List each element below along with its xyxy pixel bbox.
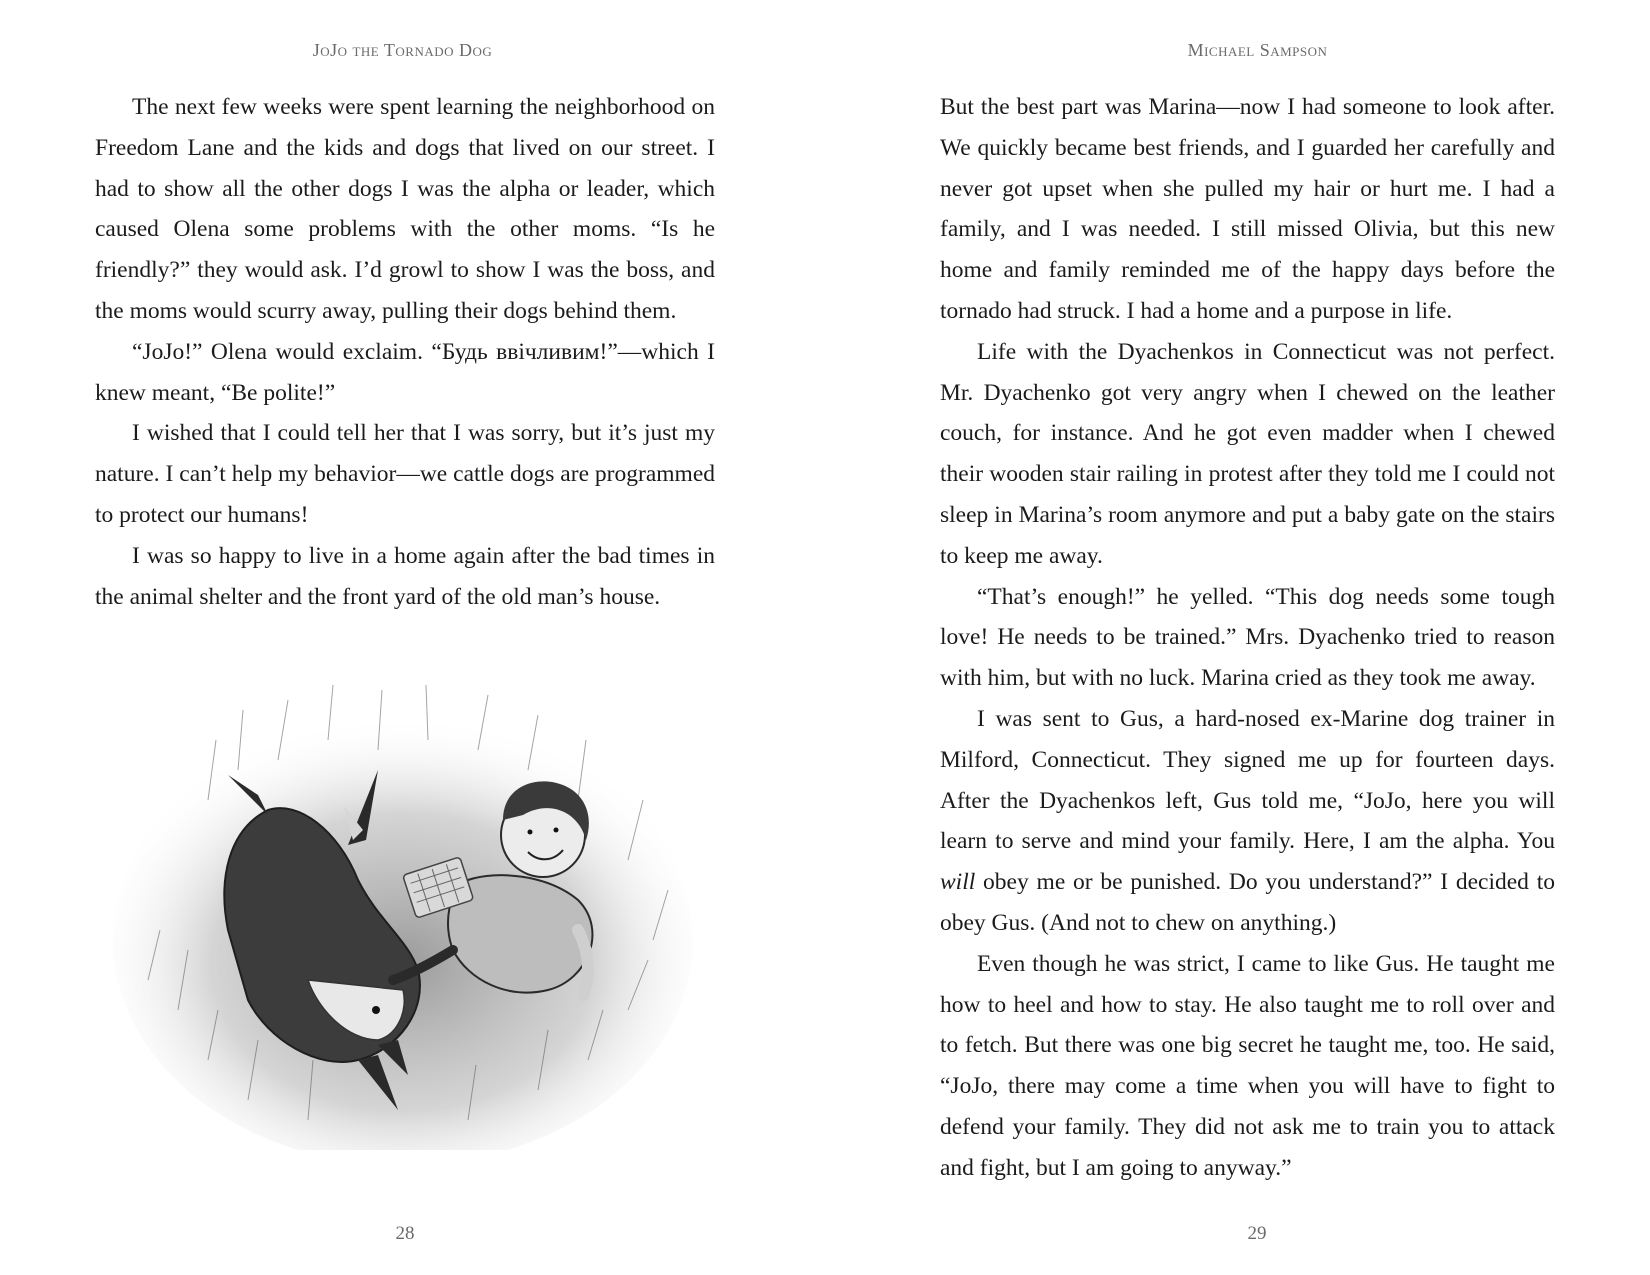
- right-page: [825, 0, 1650, 1275]
- illustration-girl-and-dog-in-grass: [108, 680, 698, 1150]
- page-number: 29: [1247, 1223, 1267, 1244]
- paragraph: [940, 699, 1555, 944]
- paragraph: Life with the Dyachenkos in Connecticut was not perfect. Mr. Dyachenko got very angry when I chewed on the leather couch, for instance. And he got even madder when I chewed their wooden stair railing in protest after they told me I could not sleep in Marina’s room anymore and put a baby gate on the stairs to keep me away.: [940, 338, 1555, 569]
- emphasized-word: will: [940, 869, 976, 896]
- right-body-text: [940, 87, 1555, 1189]
- grass-field: [113, 715, 693, 1150]
- paragraph: I wished that I could tell her that I was sorry, but it’s just my nature. I can’t help my behavior—we cattle dogs are programmed to protect our humans!: [95, 420, 715, 528]
- running-head-book-title: JoJo the Tornado Dog: [312, 40, 493, 60]
- paragraph: “That’s enough!” he yelled. “This dog needs some tough love! He needs to be trained.” Mrs. Dyachenko tried to reason with him, but with no luck. Marina cried as they took me away.: [940, 583, 1555, 692]
- text-run: obey me or be punished. Do you understand?” I decided to obey Gus. (And not to chew on anything.): [940, 869, 1555, 936]
- text-run: I was sent to Gus, a hard-nosed ex-Marine dog trainer in Milford, Connecticut. They signed me up for fourteen days. After the Dyachenkos left, Gus told me, “JoJo, here you will learn to serve and mind your family. Here, I am the alpha. You: [940, 705, 1555, 855]
- paragraph: “JoJo!” Olena would exclaim. “Будь ввічливим!”—which I knew meant, “Be polite!”: [95, 338, 715, 406]
- left-page: [0, 0, 800, 1275]
- page-number: 28: [395, 1223, 415, 1244]
- running-head-author: Michael Sampson: [1187, 40, 1328, 60]
- paragraph: The next few weeks were spent learning the neighborhood on Freedom Lane and the kids and dogs that lived on our street. I had to show all the other dogs I was the alpha or leader, which caused Olena some problems with the other moms. “Is he friendly?” they would ask. I’d growl to show I was the boss, and the moms would scurry away, pulling their dogs behind them.: [95, 94, 715, 324]
- left-body-text: [95, 87, 715, 617]
- paragraph: I was so happy to live in a home again after the bad times in the animal shelter and the front yard of the old man’s house.: [95, 542, 715, 610]
- paragraph: But the best part was Marina—now I had someone to look after. We quickly became best friends, and I guarded her carefully and never got upset when she pulled my hair or hurt me. I had a family, and I was needed. I still missed Olivia, but this new home and family reminded me of the happy days before the tornado had struck. I had a home and a purpose in life.: [940, 94, 1555, 324]
- paragraph: Even though he was strict, I came to like Gus. He taught me how to heel and how to stay. He also taught me to roll over and to fetch. But there was one big secret he taught me, too. He said, “JoJo, there may come a time when you will have to fight to defend your family. They did not ask me to train you to attack and fight, but I am going to anyway.”: [940, 950, 1555, 1181]
